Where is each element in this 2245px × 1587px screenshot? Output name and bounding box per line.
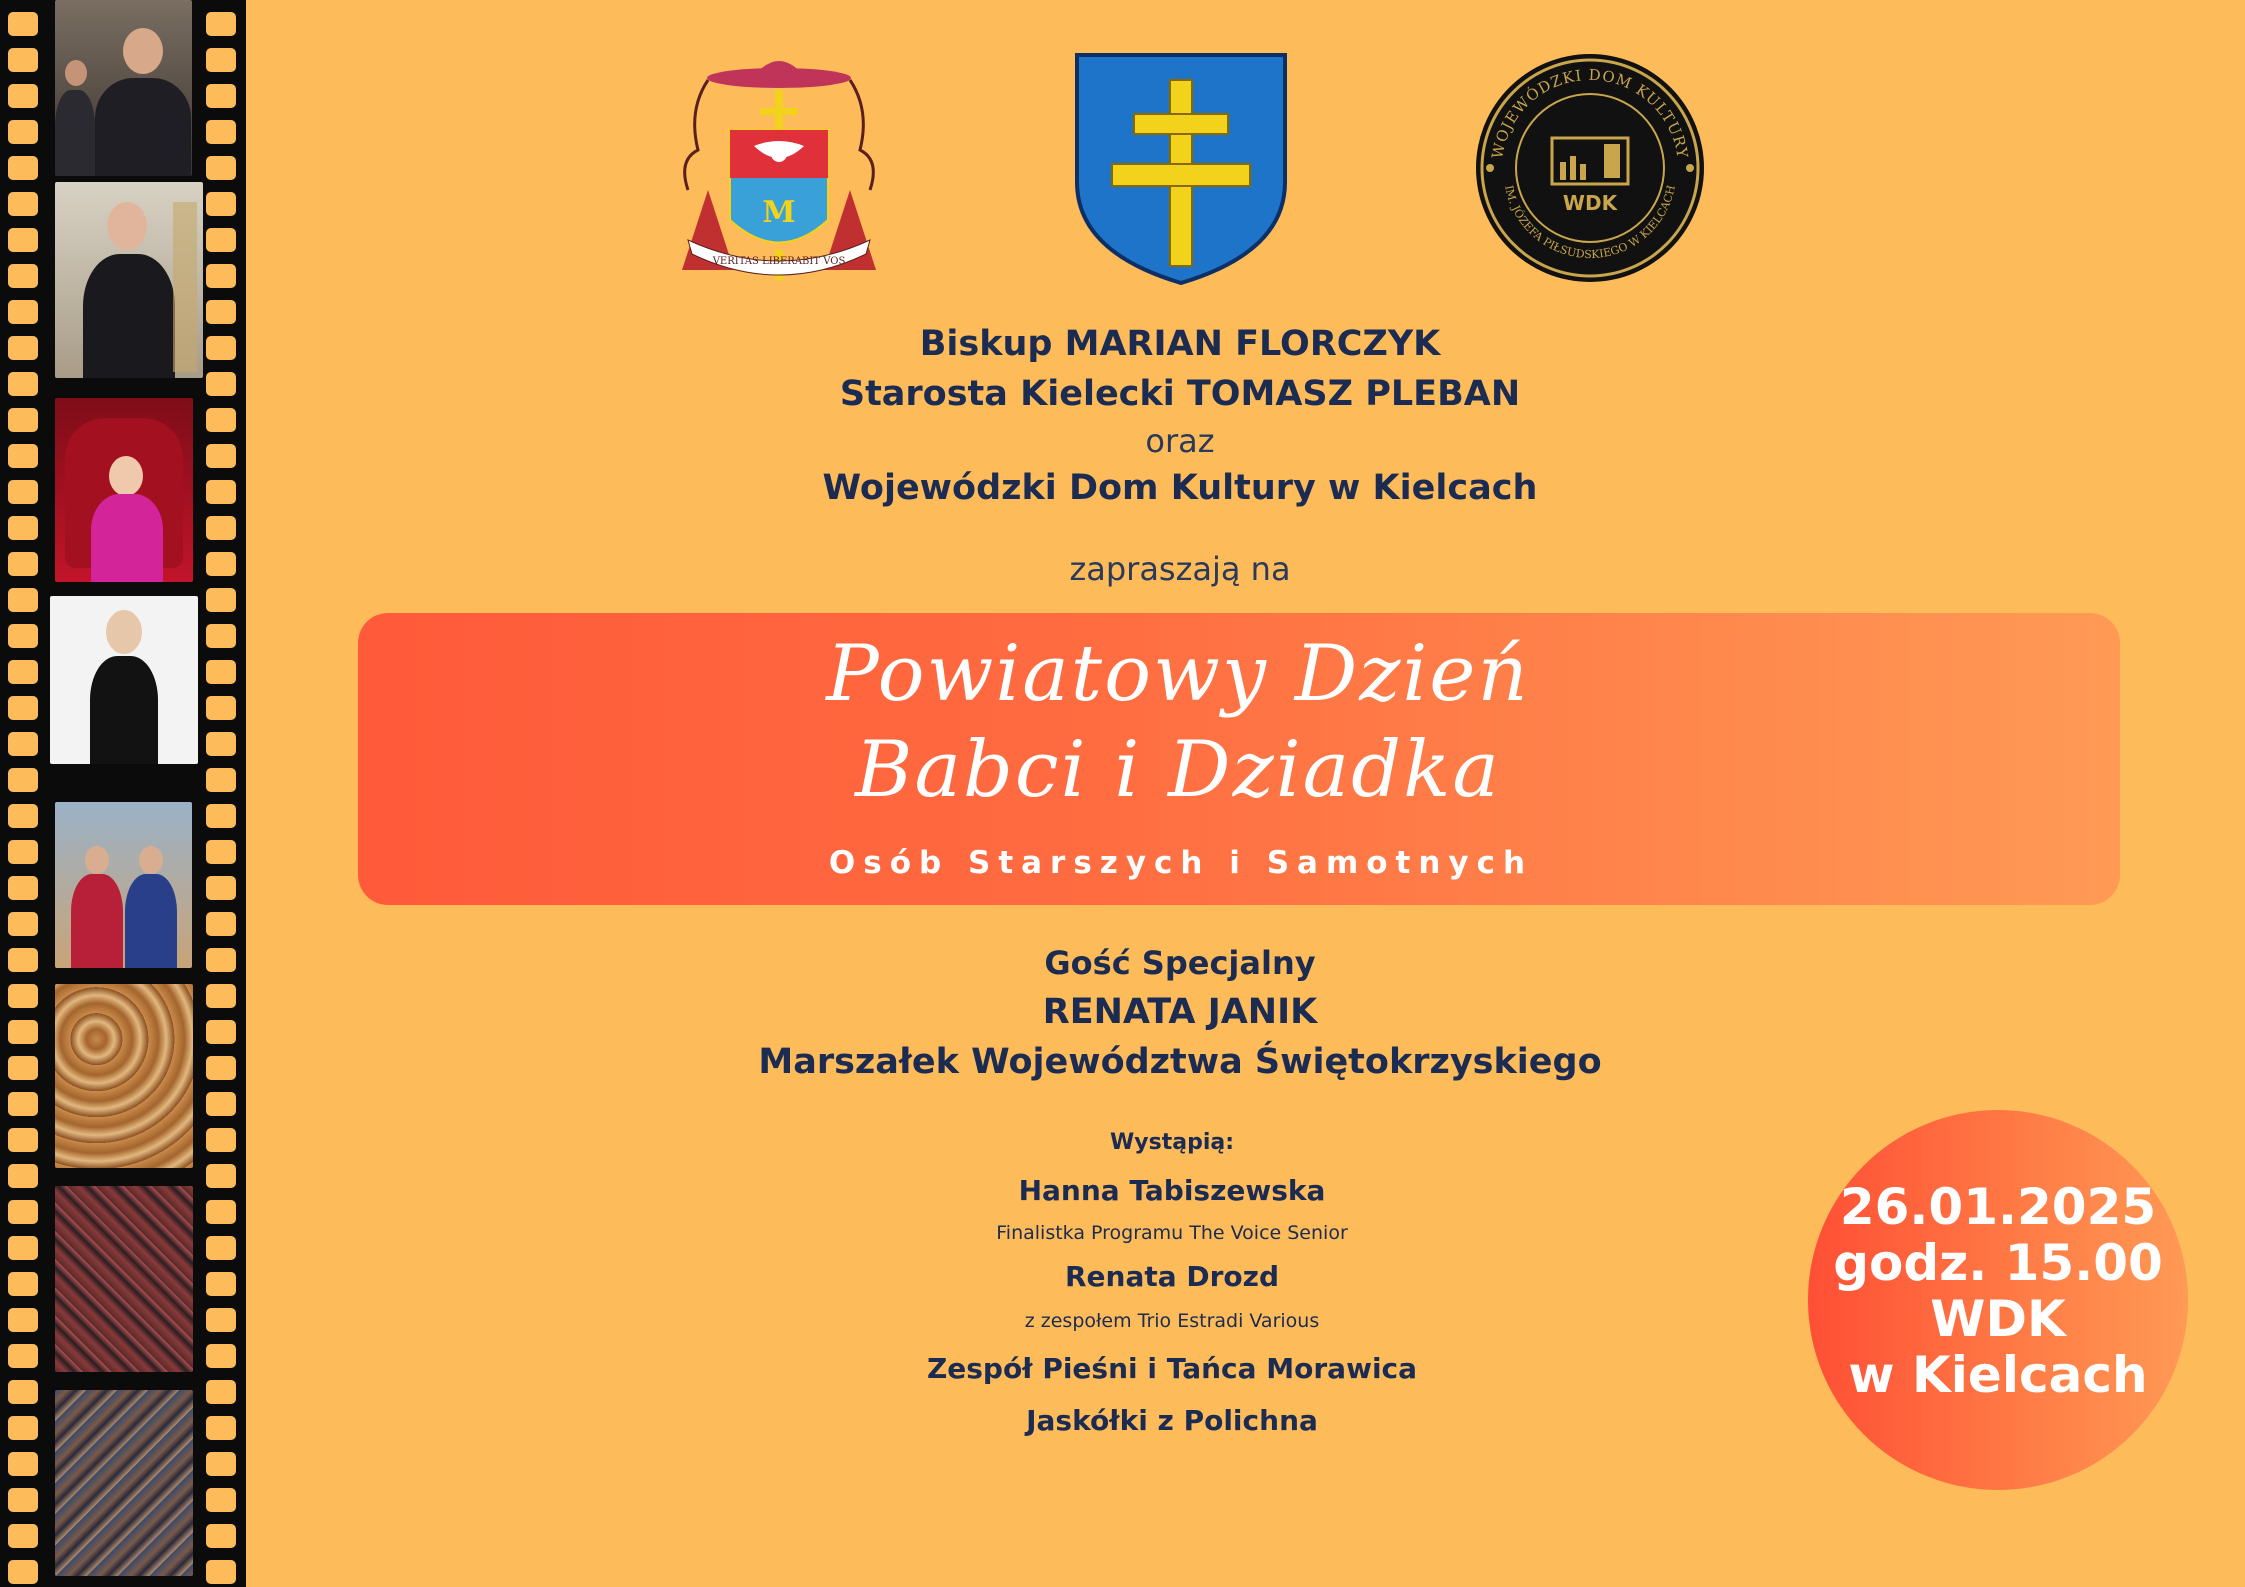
film-hole: [8, 588, 38, 612]
film-hole: [206, 444, 236, 468]
film-hole: [206, 1128, 236, 1152]
film-perforations-left: [8, 0, 38, 1587]
film-hole: [206, 1524, 236, 1548]
host-starosta: Starosta Kielecki TOMASZ PLEBAN: [839, 374, 1521, 414]
film-hole: [206, 120, 236, 144]
seal-ring-top-text: WOJEWÓDZKI DOM KULTURY: [1488, 65, 1692, 161]
film-hole: [206, 1488, 236, 1512]
photo-frame-1: [55, 0, 192, 176]
motto-text: VERITAS LIBERABIT VOS: [712, 256, 846, 267]
film-hole: [206, 696, 236, 720]
film-hole: [8, 1056, 38, 1080]
film-hole: [206, 1056, 236, 1080]
film-hole: [206, 480, 236, 504]
photo-frame-6: [55, 984, 193, 1168]
film-hole: [206, 1308, 236, 1332]
film-hole: [8, 1416, 38, 1440]
film-hole: [8, 1236, 38, 1260]
event-date-badge: [1808, 1110, 2188, 1490]
film-hole: [206, 624, 236, 648]
film-hole: [8, 1452, 38, 1476]
film-hole: [8, 48, 38, 72]
film-hole: [206, 552, 236, 576]
performer-name: Zespół Pieśni i Tańca Morawica: [926, 1352, 1418, 1385]
film-hole: [8, 948, 38, 972]
event-title-line1: Powiatowy Dzień: [826, 629, 1530, 719]
photo-frame-2: [55, 182, 203, 378]
film-hole: [8, 1200, 38, 1224]
film-hole: [8, 1128, 38, 1152]
film-hole: [8, 300, 38, 324]
seal-center-text: WDK: [1562, 191, 1618, 215]
film-hole: [8, 1020, 38, 1044]
film-hole: [8, 732, 38, 756]
performer-name: Jaskółki z Polichna: [1026, 1404, 1318, 1437]
county-shield-logo: [1074, 52, 1288, 286]
film-hole: [206, 1380, 236, 1404]
film-hole: [206, 660, 236, 684]
film-hole: [206, 1092, 236, 1116]
film-hole: [8, 264, 38, 288]
film-hole: [206, 912, 236, 936]
film-hole: [206, 1560, 236, 1584]
film-hole: [8, 660, 38, 684]
film-hole: [206, 1272, 236, 1296]
film-hole: [206, 1236, 236, 1260]
film-hole: [206, 228, 236, 252]
film-hole: [206, 1344, 236, 1368]
event-place: WDK: [1930, 1290, 2066, 1348]
invite-text: zapraszają na: [1069, 550, 1291, 588]
film-hole: [206, 876, 236, 900]
film-hole: [8, 192, 38, 216]
film-hole: [206, 1416, 236, 1440]
film-perforations-right: [206, 0, 236, 1587]
film-hole: [8, 876, 38, 900]
film-hole: [206, 1020, 236, 1044]
film-hole: [8, 984, 38, 1008]
film-hole: [206, 48, 236, 72]
film-hole: [8, 1272, 38, 1296]
film-hole: [206, 984, 236, 1008]
film-hole: [206, 408, 236, 432]
seal-ring-bottom-text: IM. JÓZEFA PIŁSUDSKIEGO W KIELCACH: [1502, 183, 1678, 262]
film-hole: [206, 840, 236, 864]
film-hole: [206, 768, 236, 792]
event-date: 26.01.2025: [1839, 1178, 2157, 1236]
guest-role: Marszałek Województwa Świętokrzyskiego: [758, 1042, 1602, 1082]
film-hole: [8, 1560, 38, 1584]
photo-frame-7: [55, 1186, 193, 1372]
film-hole: [8, 372, 38, 396]
film-hole: [8, 840, 38, 864]
event-time: godz. 15.00: [1833, 1234, 2163, 1292]
performer-note: Finalistka Programu The Voice Senior: [996, 1222, 1348, 1244]
film-hole: [206, 372, 236, 396]
event-city: w Kielcach: [1848, 1346, 2148, 1404]
event-title-line2: Babci i Dziadka: [855, 725, 1501, 815]
film-hole: [8, 156, 38, 180]
event-title-banner: [358, 613, 2120, 905]
photo-frame-3: [55, 398, 193, 582]
photo-frame-8: [55, 1390, 193, 1576]
film-hole: [206, 1200, 236, 1224]
film-hole: [206, 84, 236, 108]
performer-note: z zespołem Trio Estradi Various: [1024, 1310, 1320, 1332]
guest-name: RENATA JANIK: [1042, 992, 1318, 1032]
host-wdk: Wojewódzki Dom Kultury w Kielcach: [822, 468, 1538, 508]
wdk-seal-logo: [1474, 52, 1706, 284]
film-hole: [8, 696, 38, 720]
film-hole: [206, 192, 236, 216]
film-hole: [206, 300, 236, 324]
film-hole: [206, 948, 236, 972]
film-hole: [8, 1164, 38, 1188]
film-hole: [206, 1452, 236, 1476]
film-strip: [0, 0, 246, 1587]
film-hole: [8, 912, 38, 936]
film-hole: [8, 804, 38, 828]
guest-label: Gość Specjalny: [1044, 944, 1316, 982]
film-hole: [8, 12, 38, 36]
film-hole: [206, 336, 236, 360]
film-hole: [8, 408, 38, 432]
film-hole: [8, 1308, 38, 1332]
film-hole: [8, 120, 38, 144]
performers-label: Wystąpią:: [1110, 1130, 1234, 1155]
hosts-block: [580, 318, 1780, 518]
performer-name: Renata Drozd: [1064, 1260, 1280, 1293]
film-hole: [8, 1092, 38, 1116]
film-hole: [8, 552, 38, 576]
film-hole: [206, 264, 236, 288]
film-hole: [206, 804, 236, 828]
photo-frame-5: [55, 802, 192, 968]
film-hole: [8, 1344, 38, 1368]
film-hole: [8, 516, 38, 540]
svg-text:M: M: [762, 195, 796, 230]
film-hole: [8, 336, 38, 360]
performers-block: [572, 1130, 1772, 1450]
film-hole: [8, 480, 38, 504]
film-hole: [8, 768, 38, 792]
film-hole: [206, 156, 236, 180]
special-guest-block: [580, 940, 1780, 1090]
film-hole: [8, 228, 38, 252]
film-hole: [8, 1380, 38, 1404]
film-hole: [206, 588, 236, 612]
film-hole: [206, 516, 236, 540]
film-hole: [8, 444, 38, 468]
film-hole: [206, 12, 236, 36]
host-conjunction: oraz: [1145, 422, 1215, 460]
bishop-coat-of-arms: [668, 50, 890, 290]
film-hole: [8, 624, 38, 648]
host-bishop: Biskup MARIAN FLORCZYK: [919, 324, 1441, 364]
film-hole: [8, 84, 38, 108]
film-hole: [8, 1524, 38, 1548]
performer-name: Hanna Tabiszewska: [1018, 1174, 1326, 1207]
photo-frame-4: [50, 596, 198, 764]
film-hole: [206, 1164, 236, 1188]
event-subtitle: Osób Starszych i Samotnych: [828, 845, 1534, 881]
film-hole: [8, 1488, 38, 1512]
film-hole: [206, 732, 236, 756]
